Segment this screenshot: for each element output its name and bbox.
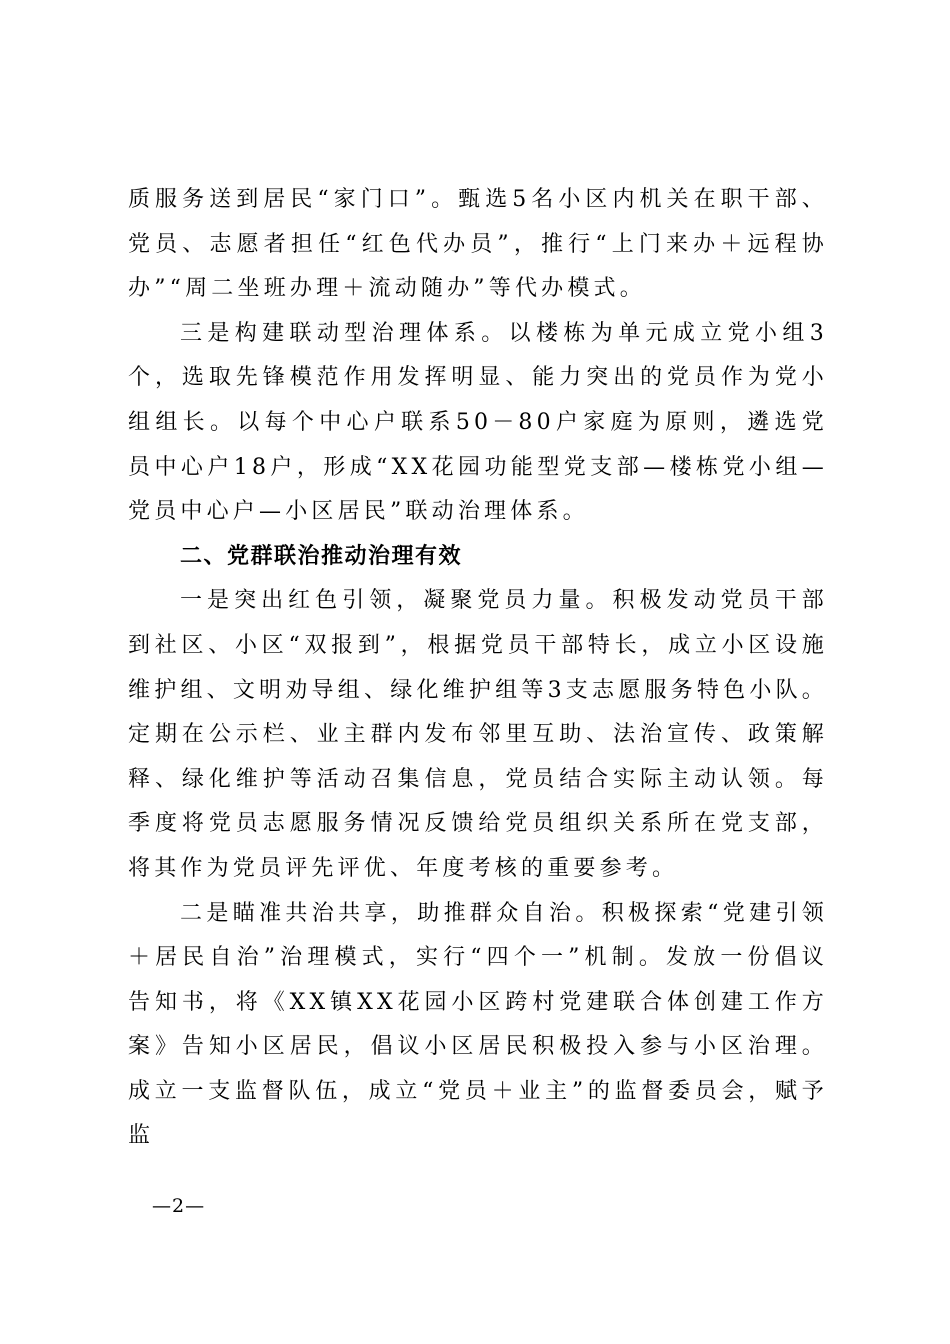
- section-heading: 二、党群联治推动治理有效: [180, 543, 463, 569]
- page-number: —2—: [152, 1195, 206, 1217]
- paragraph-red-leadership: 一是突出红色引领，凝聚党员力量。积极发动党员干部到社区、小区“双报到”，根据党员干部特长，成立小区设施维护组、文明劝导组、绿化维护组等3支志愿服务特色小队。定期在公示栏、业主群内发布邻里互助、法治宣传、政策解释、绿化维护等活动召集信息，党员结合实际主动认领。每季度将党员志愿服务情况反馈给党员组织关系所在党支部，将其作为党员评先评优、年度考核的重要参考。: [128, 588, 828, 881]
- paragraph-continuation: 质服务送到居民“家门口”。甄选5名小区内机关在职干部、党员、志愿者担任“红色代办员”，推行“上门来办＋远程协办”“周二坐班办理＋流动随办”等代办模式。: [128, 187, 828, 302]
- paragraph-governance-system: 三是构建联动型治理体系。以楼栋为单元成立党小组3个，选取先锋模范作用发挥明显、能力突出的党员作为党小组组长。以每个中心户联系50－80户家庭为原则，遴选党员中心户18户，形成“XX花园功能型党支部—楼栋党小组—党员中心户—小区居民”联动治理体系。: [128, 320, 828, 525]
- paragraph-self-governance: 二是瞄准共治共享，助推群众自治。积极探索“党建引领＋居民自治”治理模式，实行“四个一”机制。发放一份倡议告知书，将《XX镇XX花园小区跨村党建联合体创建工作方案》告知小区居民，倡议小区居民积极投入参与小区治理。成立一支监督队伍，成立“党员＋业主”的监督委员会，赋予监: [128, 900, 828, 1149]
- document-body: [128, 178, 828, 1159]
